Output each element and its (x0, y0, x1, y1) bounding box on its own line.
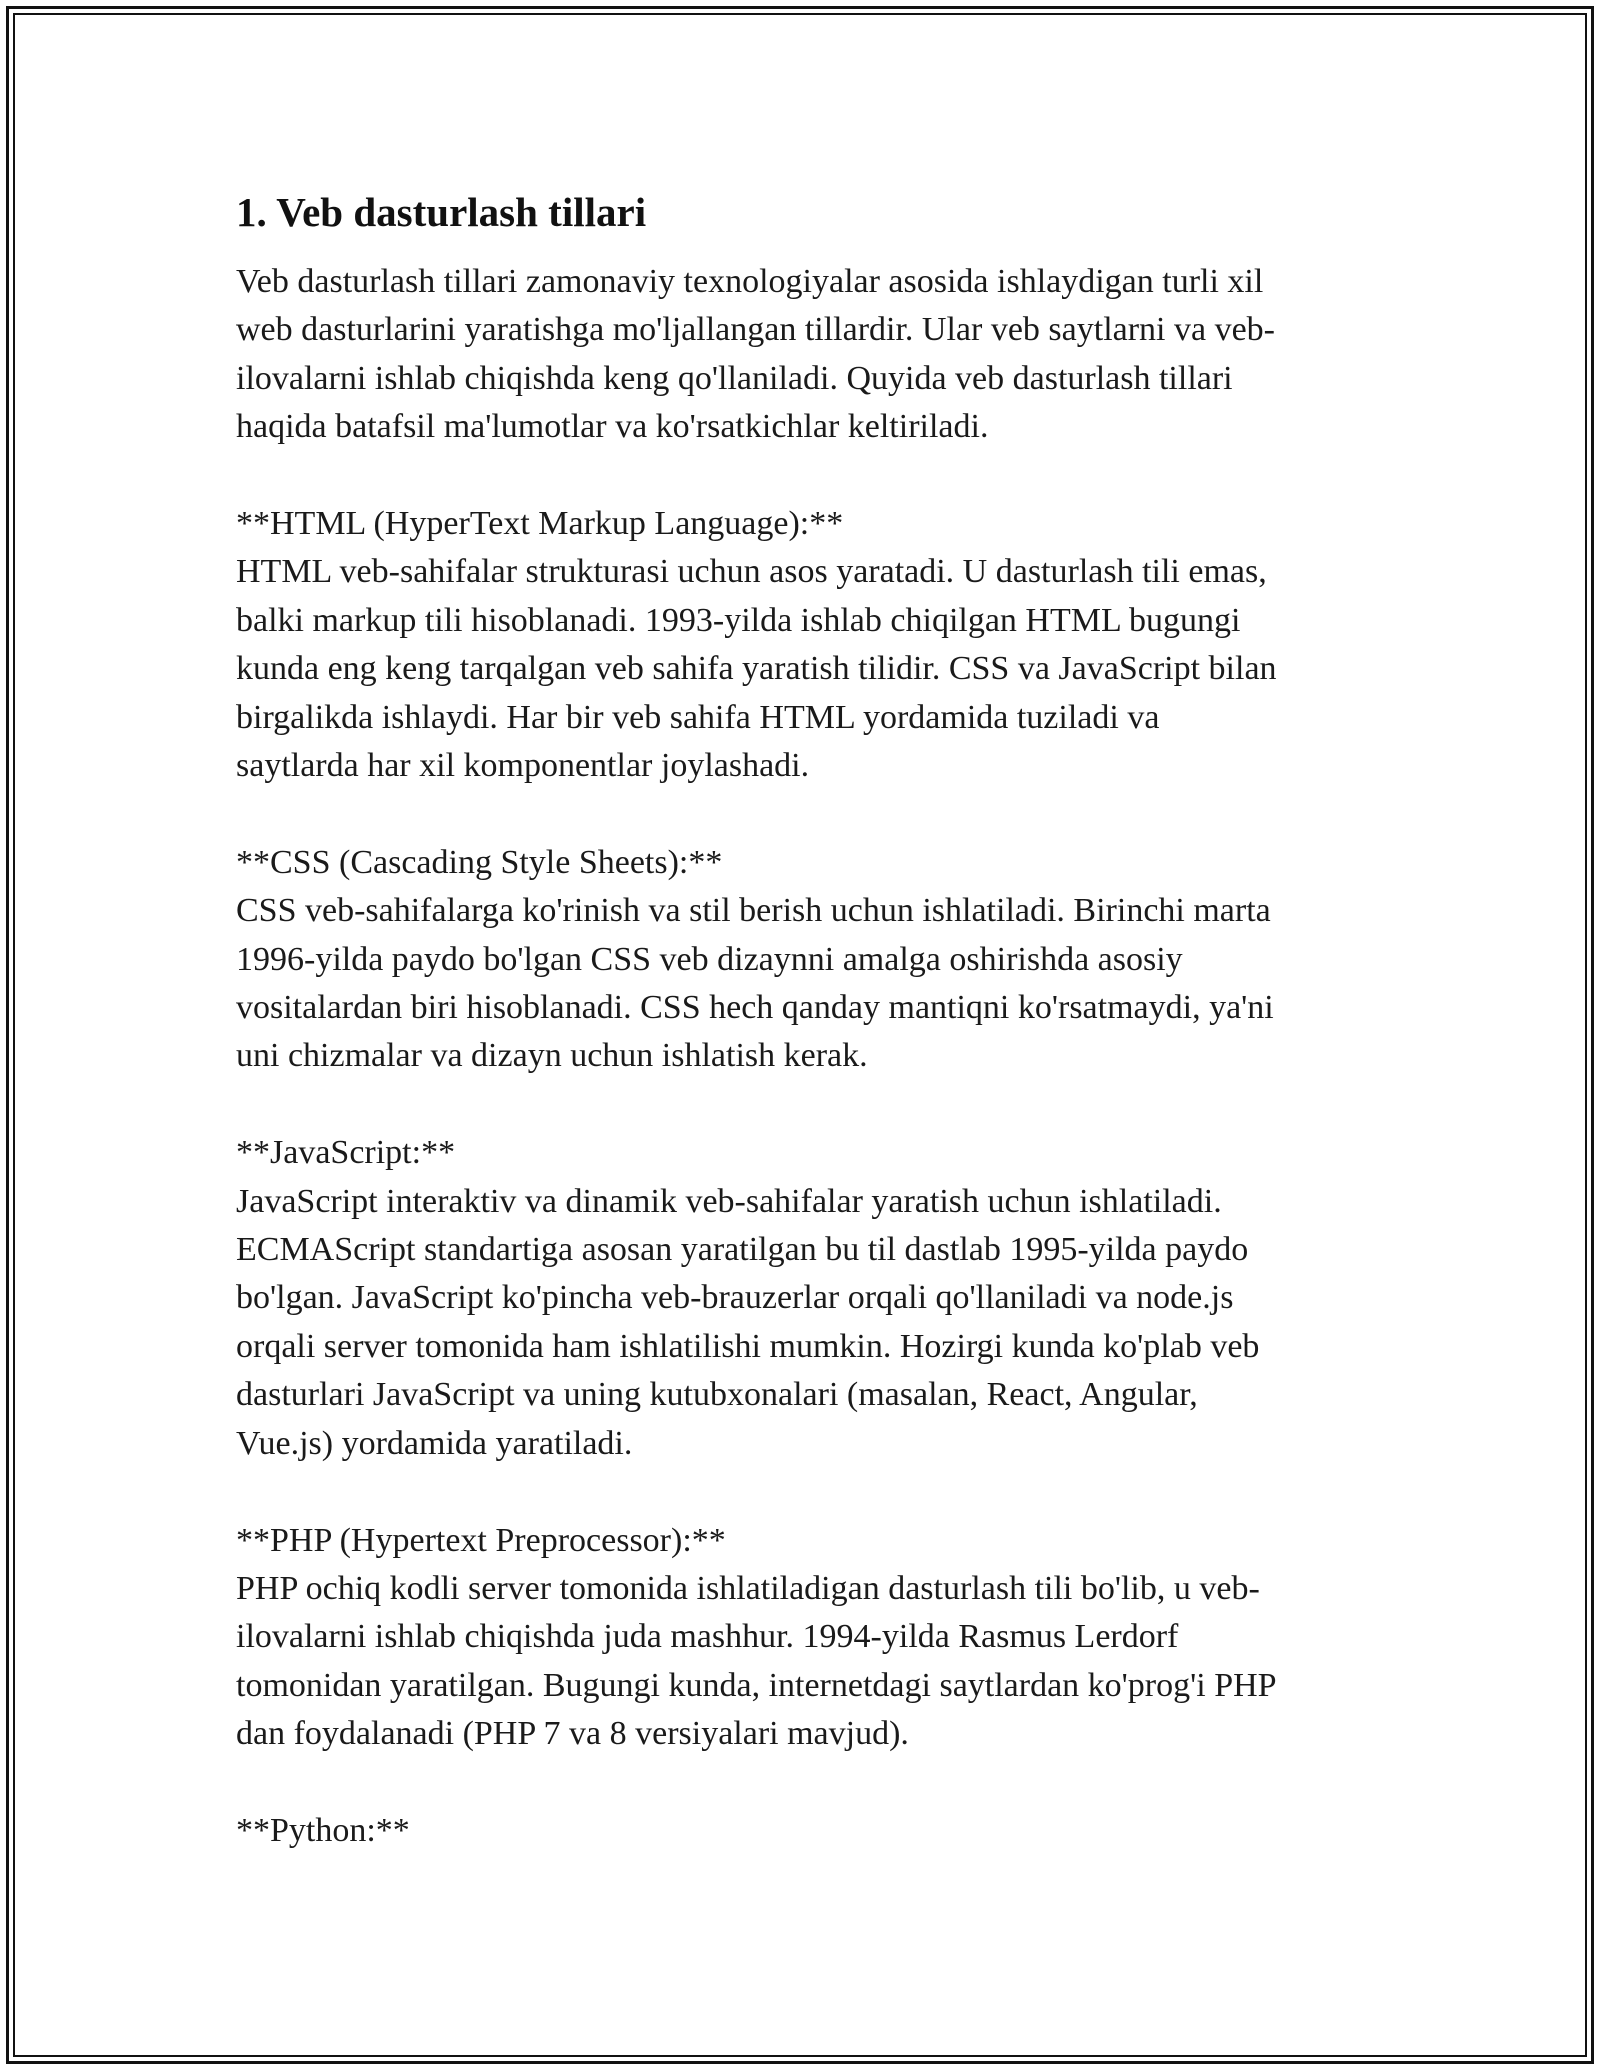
javascript-paragraph: **JavaScript:** JavaScript interaktiv va dinamik veb-sahifalar yaratish uchun ishlatiladi. ECMAScript standartiga asosan yaratilgan bu til dastlab 1995-yilda paydo bo'lgan. JavaScript ko'pincha veb-brauzerlar orqali qo'llaniladi va node.js orqali server tomonida ham ishlatilishi mumkin. Hozirgi kunda ko'plab veb dasturlari JavaScript va uning kutubxonalari (masalan, React, Angular, Vue.js) yordamida yaratiladi. (236, 1134, 1260, 1462)
php-paragraph: **PHP (Hypertext Preprocessor):** PHP ochiq kodli server tomonida ishlatiladigan dasturlash tili bo'lib, u veb- ilovalarni ishlab chiqishda juda mashhur. 1994-yilda Rasmus Lerdorf tomonidan yaratilgan. Bugungi kunda, internetdagi saytlardan ko'prog'i PHP dan foydalanadi (PHP 7 va 8 versiyalari mavjud). (236, 1521, 1277, 1753)
document-body (236, 184, 1386, 1855)
python-paragraph: **Python:** (236, 1811, 410, 1849)
html-paragraph: **HTML (HyperText Markup Language):** HTML veb-sahifalar strukturasi uchun asos yaratadi. U dasturlash tili emas, balki markup tili hisoblanadi. 1993-yilda ishlab chiqilgan HTML bugungi kunda eng keng tarqalgan veb sahifa yaratish tilidir. CSS va JavaScript bilan birgalikda ishlaydi. Har bir veb sahifa HTML yordamida tuziladi va saytlarda har xil komponentlar joylashadi. (236, 505, 1277, 785)
intro-paragraph: Veb dasturlash tillari zamonaviy texnologiyalar asosida ishlaydigan turli xil web dasturlarini yaratishga mo'ljallangan tillardir. Ular veb saytlarni va veb- ilovalarni ishlab chiqishda keng qo'llaniladi. Quyida veb dasturlash tillari haqida batafsil ma'lumotlar va ko'rsatkichlar keltiriladi. (236, 263, 1276, 446)
section-heading: 1. Veb dasturlash tillari (236, 189, 647, 235)
css-paragraph: **CSS (Cascading Style Sheets):** CSS veb-sahifalarga ko'rinish va stil berish uchun ishlatiladi. Birinchi marta 1996-yilda paydo bo'lgan CSS veb dizaynni amalga oshirishda asosiy vositalardan biri hisoblanadi. CSS hech qanday mantiqni ko'rsatmaydi, ya'ni uni chizmalar va dizayn uchun ishlatish kerak. (236, 843, 1274, 1075)
